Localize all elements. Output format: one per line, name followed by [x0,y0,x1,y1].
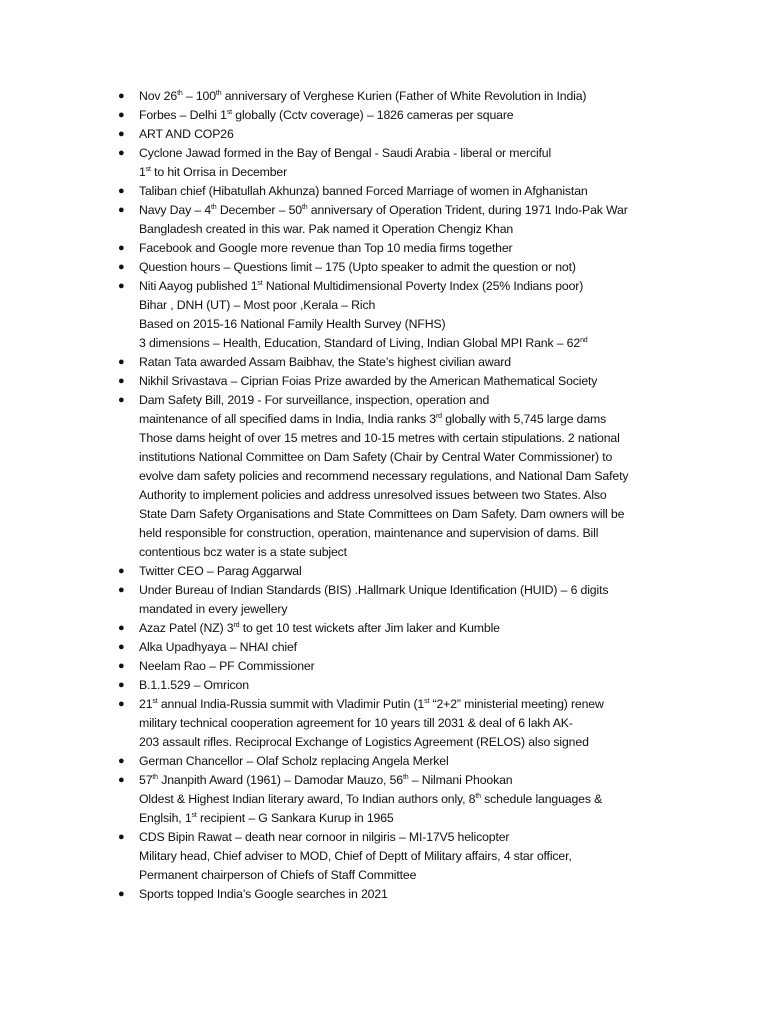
text-line [139,619,739,638]
text-run: Navy Day – 4 [139,203,212,217]
list-item [118,657,739,676]
superscript: st [152,698,158,705]
text-line [139,448,739,467]
bullet-icon: ● [118,831,125,843]
bullet-list [118,87,739,904]
bullet-icon: ● [118,584,125,596]
bullet-icon: ● [118,242,125,254]
superscript: th [177,90,183,97]
text-run: Nikhil Srivastava – Ciprian Foias Prize awarded by the American Mathematical Society [139,374,598,388]
text-run: 1 [139,165,146,179]
text-line [139,106,739,125]
text-line [139,695,739,714]
text-run: maintenance of all specified dams in India, India ranks 3 [139,412,436,426]
text-run: Authority to implement policies and address unresolved issues between two States. Also [139,488,607,502]
list-item [118,676,739,695]
superscript: st [191,812,197,819]
text-line [139,353,739,372]
text-run: recipient – G Sankara Kurup in 1965 [196,811,394,825]
text-run: Jnanpith Award (1961) – Damodar Mauzo, 56 [157,773,403,787]
list-item [118,201,739,239]
text-run: mandated in every jewellery [139,602,288,616]
bullet-icon: ● [118,90,125,102]
text-line [139,239,739,258]
text-run: annual India-Russia summit with Vladimir Putin (1 [157,697,425,711]
text-line [139,847,739,866]
text-run: globally (Cctv coverage) – 1826 cameras per square [231,108,514,122]
text-run: State Dam Safety Organisations and State Committees on Dam Safety. Dam owners will be [139,507,625,521]
superscript: st [424,698,430,705]
bullet-icon: ● [118,774,125,786]
bullet-icon: ● [118,641,125,653]
list-item [118,277,739,353]
list-item [118,353,739,372]
list-item [118,87,739,106]
list-item [118,144,739,182]
text-line [139,676,739,695]
text-run: Ratan Tata awarded Assam Baibhav, the State’s highest civilian award [139,355,511,369]
text-line [139,467,739,486]
superscript: st [257,280,263,287]
text-line [139,790,739,809]
list-item [118,619,739,638]
text-run: Question hours – Questions limit – 175 (Upto speaker to admit the question or not) [139,260,576,274]
text-run: 21 [139,697,153,711]
list-item [118,258,739,277]
text-run: ART AND COP26 [139,127,234,141]
text-run: Oldest & Highest Indian literary award, To Indian authors only, 8 [139,792,476,806]
bullet-icon: ● [118,394,125,406]
bullet-icon: ● [118,261,125,273]
bullet-icon: ● [118,356,125,368]
text-run: to hit Orrisa in December [150,165,288,179]
text-line [139,391,739,410]
text-run: CDS Bipin Rawat – death near cornoor in nilgiris – MI-17V5 helicopter [139,830,510,844]
text-line [139,752,739,771]
list-item [118,372,739,391]
text-run: Cyclone Jawad formed in the Bay of Bengal - Saudi Arabia - liberal or merciful [139,146,552,160]
text-run: Bihar , DNH (UT) – Most poor ,Kerala – Rich [139,298,376,312]
bullet-icon: ● [118,147,125,159]
superscript: rd [436,413,442,420]
list-item [118,562,739,581]
text-line [139,486,739,505]
text-run: 203 assault rifles. Reciprocal Exchange of Logistics Agreement (RELOS) also signed [139,735,589,749]
text-line [139,201,739,220]
text-line [139,258,739,277]
text-run: German Chancellor – Olaf Scholz replacing Angela Merkel [139,754,449,768]
text-line [139,296,739,315]
text-line [139,87,739,106]
text-run: Bangladesh created in this war. Pak named it Operation Chengiz Khan [139,222,514,236]
superscript: st [145,166,151,173]
list-item [118,239,739,258]
text-line [139,600,739,619]
bullet-icon: ● [118,565,125,577]
text-line [139,429,739,448]
superscript: th [211,204,217,211]
text-line [139,505,739,524]
text-run: Taliban chief (Hibatullah Akhunza) banned Forced Marriage of women in Afghanistan [139,184,588,198]
bullet-icon: ● [118,375,125,387]
list-item [118,695,739,752]
text-run: Military head, Chief adviser to MOD, Chief of Deptt of Military affairs, 4 star officer, [139,849,572,863]
text-line [139,334,739,353]
superscript: th [475,793,481,800]
text-line [139,315,739,334]
text-run: Englsih, 1 [139,811,192,825]
text-run: 3 dimensions – Health, Education, Standard of Living, Indian Global MPI Rank – 62 [139,336,581,350]
text-run: Those dams height of over 15 metres and 10-15 metres with certain stipulations. 2 national [139,431,620,445]
list-item [118,581,739,619]
text-line [139,144,739,163]
superscript: rd [233,622,240,629]
text-run: Twitter CEO – Parag Aggarwal [139,564,302,578]
text-run: – 100 [182,89,216,103]
text-line [139,581,739,600]
bullet-icon: ● [118,679,125,691]
text-run: Sports topped India’s Google searches in 2021 [139,887,388,901]
text-run: to get 10 test wickets after Jim laker and Kumble [239,621,500,635]
text-run: Azaz Patel (NZ) 3 [139,621,234,635]
text-line [139,866,739,885]
text-run: contentious bcz water is a state subject [139,545,347,559]
text-line [139,372,739,391]
text-run: “2+2” ministerial meeting) renew [429,697,604,711]
text-run: Alka Upadhyaya – NHAI chief [139,640,297,654]
superscript: th [152,774,158,781]
list-item [118,771,739,828]
text-run: B.1.1.529 – Omricon [139,678,249,692]
text-line [139,182,739,201]
text-run: schedule languages & [480,792,603,806]
text-run: Forbes – Delhi 1 [139,108,227,122]
bullet-icon: ● [118,128,125,140]
text-run: December – 50 [216,203,302,217]
bullet-icon: ● [118,660,125,672]
list-item [118,125,739,144]
list-item [118,752,739,771]
list-item [118,638,739,657]
text-line [139,657,739,676]
text-run: evolve dam safety policies and recommend necessary regulations, and National Dam Safety [139,469,629,483]
text-line [139,543,739,562]
text-line [139,771,739,790]
text-run: Based on 2015-16 National Family Health Survey (NFHS) [139,317,446,331]
text-run: anniversary of Verghese Kurien (Father of White Revolution in India) [221,89,587,103]
text-run: Permanent chairperson of Chiefs of Staff Committee [139,868,417,882]
superscript: st [226,109,232,116]
text-line [139,410,739,429]
bullet-icon: ● [118,755,125,767]
text-line [139,562,739,581]
text-run: military technical cooperation agreement for 10 years till 2031 & deal of 6 lakh AK- [139,716,573,730]
bullet-icon: ● [118,185,125,197]
bullet-icon: ● [118,698,125,710]
text-run: held responsible for construction, operation, maintenance and supervision of dams. Bill [139,526,599,540]
list-item [118,828,739,885]
bullet-icon: ● [118,888,125,900]
superscript: th [215,90,222,97]
bullet-icon: ● [118,109,125,121]
bullet-icon: ● [118,622,125,634]
text-run: institutions National Committee on Dam Safety (Chair by Central Water Commissioner) to [139,450,613,464]
superscript: th [402,774,409,781]
text-line [139,885,739,904]
text-line [139,714,739,733]
text-line [139,638,739,657]
text-run: Neelam Rao – PF Commissioner [139,659,315,673]
superscript: th [301,204,308,211]
superscript: nd [580,337,588,344]
list-item [118,106,739,125]
text-run: Niti Aayog published 1 [139,279,258,293]
text-run: National Multidimensional Poverty Index (25% Indians poor) [262,279,584,293]
bullet-icon: ● [118,204,125,216]
text-run: – Nilmani Phookan [408,773,513,787]
text-line [139,163,739,182]
text-run: 57 [139,773,153,787]
text-line [139,220,739,239]
text-run: Facebook and Google more revenue than Top 10 media firms together [139,241,513,255]
text-run: Dam Safety Bill, 2019 - For surveillance, inspection, operation and [139,393,490,407]
list-item [118,182,739,201]
text-line [139,524,739,543]
text-line [139,125,739,144]
list-item [118,391,739,562]
text-line [139,809,739,828]
text-run: globally with 5,745 large dams [441,412,607,426]
text-run: Under Bureau of Indian Standards (BIS) .Hallmark Unique Identification (HUID) – 6 digits [139,583,609,597]
text-line [139,277,739,296]
list-item [118,885,739,904]
text-run: Nov 26 [139,89,178,103]
bullet-icon: ● [118,280,125,292]
text-run: anniversary of Operation Trident, during 1971 Indo-Pak War [307,203,628,217]
text-line [139,828,739,847]
text-line [139,733,739,752]
